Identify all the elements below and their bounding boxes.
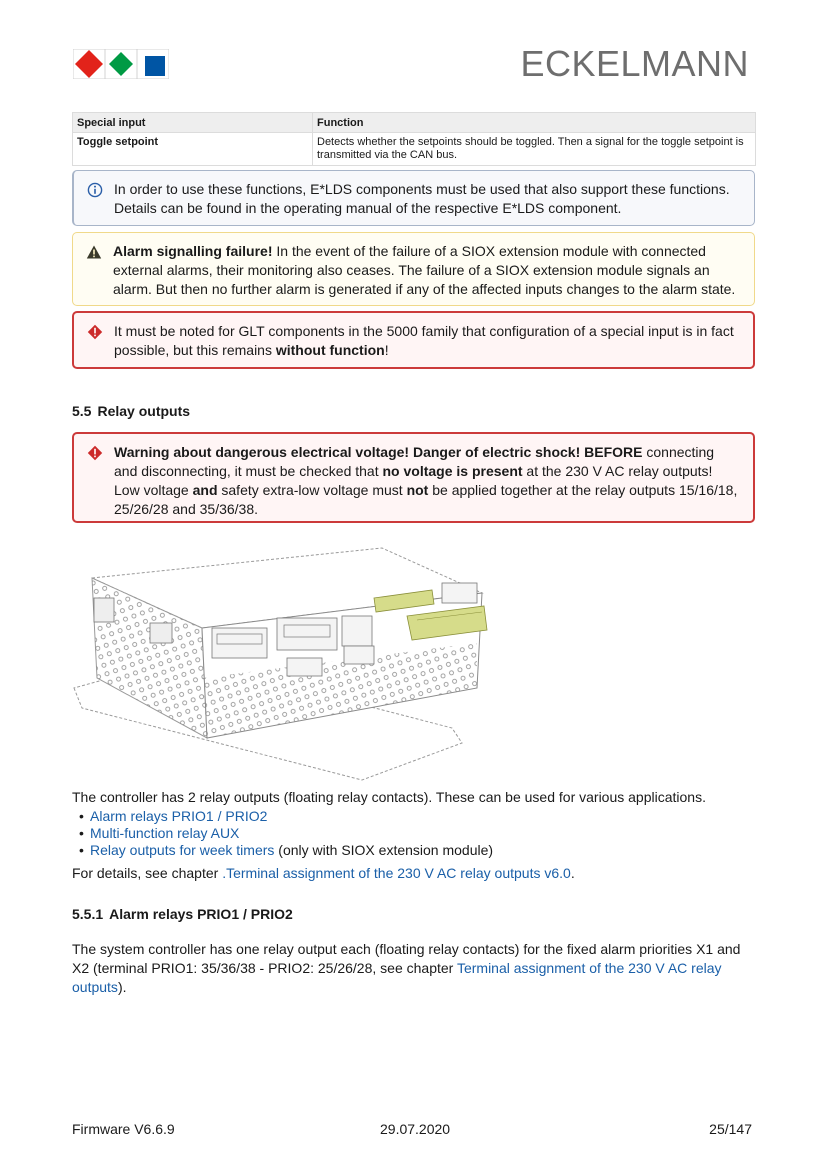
brand-name: ECKELMANN	[520, 43, 749, 84]
terminal-assignment-link[interactable]: Terminal assignment of the 230 V AC relay outputs	[72, 960, 722, 995]
table-header-row	[73, 113, 756, 133]
table-cell-input: Toggle setpoint	[73, 133, 313, 166]
danger-text: Warning about dangerous electrical voltage! Danger of electric shock! BEFORE connecting and disconnecting, it must be checked that no voltage is present at the 230 V AC relay outputs! Low voltage and safety extra-low voltage must not be applied together at the relay outputs 15/16/18, 25/26/28 and 35/36/38.	[114, 444, 738, 517]
special-input-table	[72, 112, 756, 166]
relay-list	[72, 808, 493, 859]
warning-callout	[72, 232, 755, 306]
list-item	[72, 825, 493, 842]
warning-bold: Alarm signalling failure!	[113, 243, 273, 259]
details-text: For details, see chapter .Terminal assignment of the 230 V AC relay outputs v6.0.	[72, 865, 575, 881]
week-timer-relays-link[interactable]: Relay outputs for week timers	[90, 842, 275, 858]
danger-callout	[72, 432, 755, 523]
info-icon	[87, 182, 103, 198]
column-header: Special input	[73, 113, 313, 133]
column-header: Function	[313, 113, 756, 133]
terminal-assignment-link[interactable]: .Terminal assignment of the 230 V AC relay outputs v6.0	[222, 865, 571, 881]
eckelmann-logo	[73, 49, 169, 79]
multi-function-relay-link[interactable]: Multi-function relay AUX	[90, 825, 240, 841]
footer-date: 29.07.2020	[380, 1121, 451, 1137]
table-cell-function: Detects whether the setpoints should be toggled. Then a signal for the toggle setpoint is transmitted via the CAN bus.	[313, 133, 756, 166]
table-row	[73, 133, 756, 166]
stop-diamond-icon	[87, 445, 103, 461]
error-text: It must be noted for GLT components in the 5000 family that configuration of a special input is in fact possible, but this remains without function!	[114, 323, 734, 358]
warning-text: Alarm signalling failure! In the event of the failure of a SIOX extension module with connected external alarms, their monitoring also ceases. The failure of a SIOX extension module signals an alarm. But then no further alarm is generated if any of the affected inputs changes to the alarm state.	[113, 243, 736, 297]
info-callout	[72, 170, 755, 226]
warning-triangle-icon	[86, 244, 102, 260]
footer-page-number: 25/147	[709, 1121, 752, 1137]
section-heading: 5.5 Relay outputs	[72, 403, 191, 419]
alarm-relays-link[interactable]: Alarm relays PRIO1 / PRIO2	[90, 808, 268, 824]
prio-paragraph: The system controller has one relay output each (floating relay contacts) for the fixed alarm priorities X1 and X2 (terminal PRIO1: 35/36/38 - PRIO2: 25/26/28, see chapter Terminal assignment of the 230 V AC relay outputs).	[72, 941, 741, 995]
footer-firmware: Firmware V6.6.9	[72, 1121, 175, 1137]
error-callout	[72, 311, 755, 369]
list-item	[72, 808, 493, 825]
list-item: • Relay outputs for week timers (only with SIOX extension module)	[72, 842, 493, 859]
subsection-heading: 5.5.1 Alarm relays PRIO1 / PRIO2	[72, 906, 293, 922]
controller-device-illustration	[72, 538, 492, 783]
info-text: In order to use these functions, E*LDS components must be used that also support these functions. Details can be found in the operating manual of the respective E*LDS component.	[114, 181, 730, 216]
relay-intro-text: The controller has 2 relay outputs (floating relay contacts). These can be used for various applications.	[72, 789, 706, 805]
stop-diamond-icon	[87, 324, 103, 340]
